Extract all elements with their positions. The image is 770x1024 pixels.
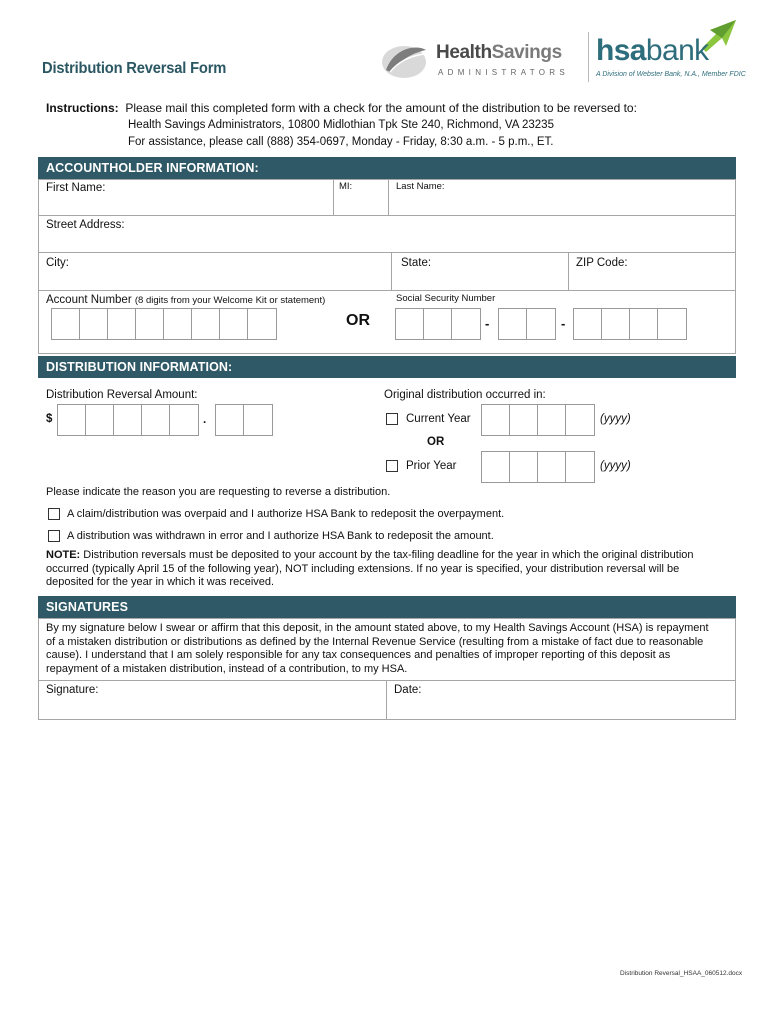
note-text-1: Distribution reversals must be deposited to your account by the tax-filing deadline for the year in which the original distribution <box>83 549 694 561</box>
amount-dollars-input[interactable] <box>57 404 199 436</box>
divider <box>38 252 736 253</box>
hsa-logo-name-rest: Savings <box>491 42 562 63</box>
amount-label: Distribution Reversal Amount: <box>46 389 198 401</box>
account-number-label <box>46 294 325 306</box>
prior-year-checkbox[interactable] <box>386 460 398 472</box>
amount-cents-input[interactable] <box>215 404 273 436</box>
note-label: NOTE: <box>46 549 81 561</box>
logo-divider <box>588 32 589 82</box>
account-number-text: Account Number <box>46 294 132 306</box>
ssn-part-3-input[interactable] <box>573 308 687 340</box>
first-name-field[interactable]: First Name: <box>46 182 106 194</box>
hsa-logo-name-bold: Health <box>436 42 492 63</box>
date-field[interactable]: Date: <box>394 684 422 696</box>
divider <box>391 252 392 290</box>
decimal-point: . <box>203 414 207 426</box>
current-year-checkbox[interactable] <box>386 413 398 425</box>
instructions <box>46 101 637 115</box>
signature-statement <box>46 622 734 676</box>
current-year-format: (yyyy) <box>600 413 631 425</box>
dollar-sign: $ <box>46 413 53 425</box>
ssn-dash-2: - <box>561 316 566 331</box>
divider <box>38 215 736 216</box>
year-or: OR <box>427 436 445 448</box>
reason-overpaid-checkbox[interactable] <box>48 508 60 520</box>
ssn-part-2-input[interactable] <box>498 308 556 340</box>
ssn-dash-1: - <box>485 316 490 331</box>
state-field[interactable]: State: <box>401 257 432 269</box>
reason-error-checkbox[interactable] <box>48 530 60 542</box>
current-year-label: Current Year <box>406 413 471 425</box>
signature-text-1: By my signature below I swear or affirm that this deposit, in the amount stated above, to my Health Savings Account (HSA) is repayment <box>46 622 709 634</box>
instructions-text: Please mail this completed form with a check for the amount of the distribution to be reversed to: <box>125 101 637 115</box>
health-savings-logo <box>380 38 585 88</box>
divider <box>38 680 736 681</box>
original-distribution-label: Original distribution occurred in: <box>384 389 546 401</box>
reason-error-label: A distribution was withdrawn in error and I authorize HSA Bank to redeposit the amount. <box>67 530 494 542</box>
account-number-hint: (8 digits from your Welcome Kit or statement) <box>134 295 326 306</box>
current-year-input[interactable] <box>481 404 595 436</box>
ssn-part-1-input[interactable] <box>395 308 481 340</box>
signature-text-2: of a mistaken distribution or distributions as defined by the Internal Revenue Service (resulting from a mistake of fact due to reasonable <box>46 635 704 648</box>
prior-year-format: (yyyy) <box>600 460 631 472</box>
signature-text-4: repayment of a mistaken distribution, instead of a contribution, to my HSA. <box>46 662 408 675</box>
city-field[interactable]: City: <box>46 257 69 269</box>
note-text-2: occurred (typically April 15 of the following year), NOT including extensions. If no year is specified, your distribution reversal will be <box>46 562 680 575</box>
note-paragraph <box>46 549 736 590</box>
mi-field[interactable]: MI: <box>339 181 353 192</box>
or-divider: OR <box>346 312 370 329</box>
signatures-heading: SIGNATURES <box>38 596 736 618</box>
form-title: Distribution Reversal Form <box>42 60 227 77</box>
divider <box>333 179 334 215</box>
prior-year-label: Prior Year <box>406 460 457 472</box>
hsa-logo-name <box>436 42 562 64</box>
street-address-field[interactable]: Street Address: <box>46 219 125 231</box>
hsa-logo-subtitle: ADMINISTRATORS <box>438 68 570 77</box>
reason-overpaid-label: A claim/distribution was overpaid and I authorize HSA Bank to redeposit the overpayment. <box>67 508 505 520</box>
ssn-label: Social Security Number <box>396 293 496 304</box>
bank-logo-name <box>596 36 709 66</box>
last-name-field[interactable]: Last Name: <box>396 181 445 192</box>
prior-year-input[interactable] <box>481 451 595 483</box>
signature-field[interactable]: Signature: <box>46 684 99 696</box>
reason-prompt: Please indicate the reason you are requesting to reverse a distribution. <box>46 486 391 498</box>
divider <box>388 179 389 215</box>
document-id: Distribution Reversal_HSAA_060512.docx <box>620 970 743 977</box>
signature-text-3: cause). I understand that I am solely responsible for any tax consequences and penalties of improper reporting of this deposit as <box>46 649 671 661</box>
bank-logo-name-a: hsa <box>596 34 646 67</box>
divider <box>568 252 569 290</box>
divider <box>38 290 736 291</box>
accountholder-heading: ACCOUNTHOLDER INFORMATION: <box>38 157 736 179</box>
zip-code-field[interactable]: ZIP Code: <box>576 257 628 269</box>
bank-logo-name-b: bank <box>645 34 709 67</box>
bank-logo-subtitle: A Division of Webster Bank, N.A., Member FDIC <box>596 71 746 78</box>
note-text-3: deposited for the year in which it was received. <box>46 576 275 588</box>
account-number-input[interactable] <box>51 308 277 340</box>
hsa-bank-logo <box>596 24 746 84</box>
divider <box>386 680 387 720</box>
distribution-heading: DISTRIBUTION INFORMATION: <box>38 356 736 378</box>
instructions-address: Health Savings Administrators, 10800 Midlothian Tpk Ste 240, Richmond, VA 23235 <box>128 119 554 131</box>
instructions-assistance: For assistance, please call (888) 354-0697, Monday - Friday, 8:30 a.m. - 5 p.m., ET. <box>128 136 554 148</box>
instructions-label: Instructions: <box>46 101 119 115</box>
leaf-icon <box>380 40 430 80</box>
